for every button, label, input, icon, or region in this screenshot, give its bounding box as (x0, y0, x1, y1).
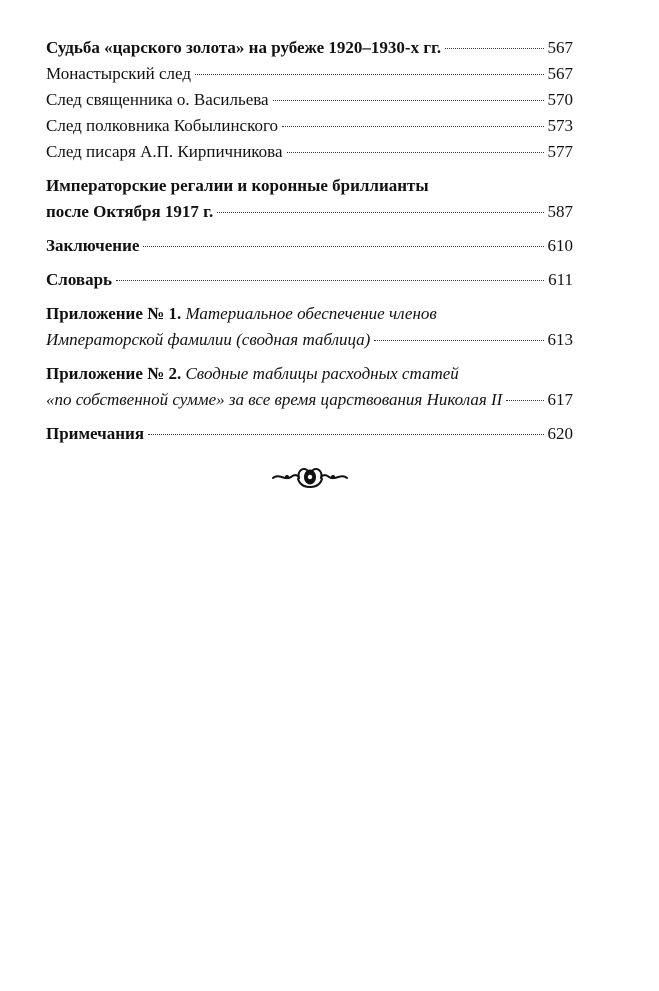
toc-entry[interactable] (46, 87, 573, 113)
dot-leader (143, 245, 543, 247)
toc-entry[interactable] (46, 35, 573, 61)
toc-entry-title: Судьба «царского золота» на рубеже 1920–1930-х гг. (46, 38, 442, 57)
toc-entry[interactable]: Приложение № 1. Материальное обеспечение членов Императорской фамилии (сводная таблица) 613 (46, 301, 573, 353)
dot-leader (195, 73, 544, 75)
toc-entry-title: Словарь (46, 270, 113, 289)
dot-leader (217, 211, 543, 213)
toc-page-number: 570 (547, 90, 573, 109)
toc-entry-title: След полковника Кобылинского (46, 116, 279, 135)
toc-entry-title-line1: Материальное обеспечение членов (185, 304, 437, 323)
toc-entry-title: Заключение (46, 236, 140, 255)
table-of-contents (46, 35, 573, 447)
toc-page-number: 567 (547, 38, 573, 57)
toc-entry-title-line2: «по собственной сумме» за все время царствования Николая II (46, 390, 503, 409)
toc-page-number: 610 (547, 236, 573, 255)
toc-page-number: 587 (547, 202, 573, 221)
dot-leader (282, 125, 543, 127)
toc-entry-title-line1: Императорские регалии и коронные бриллианты (46, 176, 429, 195)
toc-page-number: 573 (547, 116, 573, 135)
toc-page-number: 617 (547, 390, 573, 409)
toc-entry-title-line1: Сводные таблицы расходных статей (185, 364, 459, 383)
dot-leader (287, 151, 544, 153)
toc-entry[interactable] (46, 267, 573, 293)
toc-page-number: 620 (547, 424, 573, 443)
toc-entry[interactable] (46, 421, 573, 447)
toc-entry-label: Приложение № 1 (46, 304, 177, 323)
dot-leader (506, 399, 543, 401)
toc-entry[interactable] (46, 61, 573, 87)
toc-entry[interactable] (46, 173, 573, 225)
toc-entry-title-line2: после Октября 1917 г. (46, 202, 214, 221)
toc-entry-title: След писаря А.П. Кирпичникова (46, 142, 283, 161)
toc-entry[interactable] (46, 113, 573, 139)
toc-entry-title: Примечания (46, 424, 145, 443)
toc-entry-title: След священника о. Васильева (46, 90, 269, 109)
dot-leader (374, 339, 543, 341)
toc-entry-label: Приложение № 2 (46, 364, 177, 383)
dot-leader (445, 47, 543, 49)
toc-page-number: 611 (548, 270, 573, 289)
toc-entry-title-line2: Императорской фамилии (сводная таблица) (46, 330, 371, 349)
toc-entry[interactable] (46, 139, 573, 165)
toc-page-number: 613 (547, 330, 573, 349)
dot-leader (116, 279, 544, 281)
dot-leader (148, 433, 543, 435)
toc-page-number: 567 (547, 64, 573, 83)
toc-entry-title: Монастырский след (46, 64, 191, 83)
toc-page-number: 577 (547, 142, 573, 161)
floral-ornament-icon (271, 463, 349, 491)
toc-entry[interactable] (46, 233, 573, 259)
toc-entry[interactable]: Приложение № 2. Сводные таблицы расходных статей «по собственной сумме» за все время царствования Николая II 617 (46, 361, 573, 413)
dot-leader (273, 99, 544, 101)
